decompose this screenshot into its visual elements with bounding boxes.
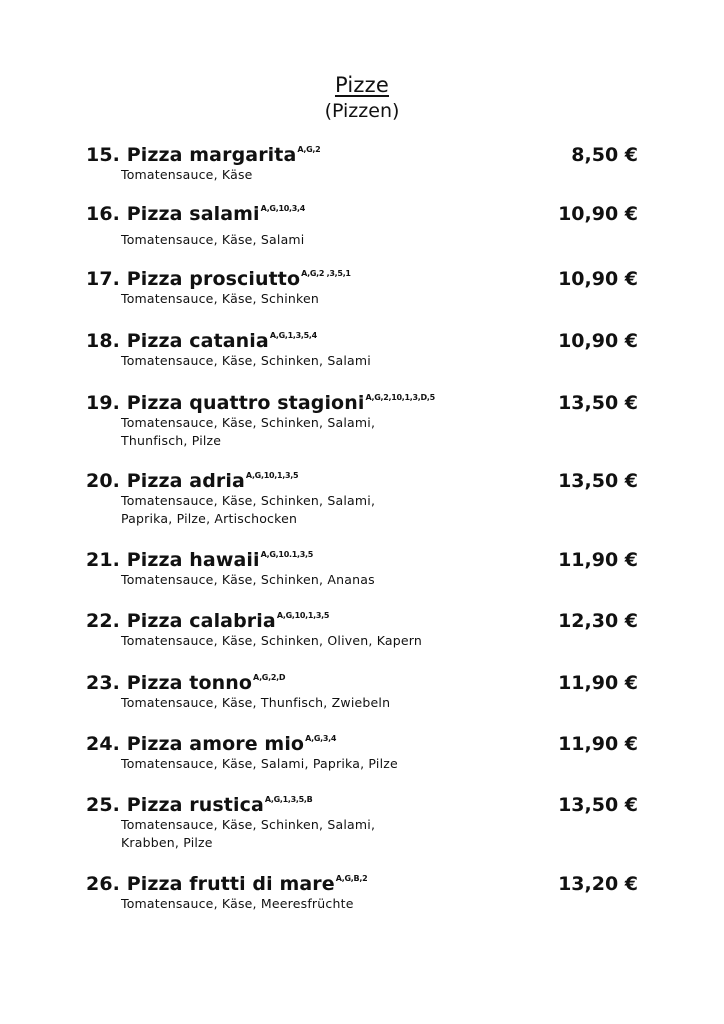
item-allergens: A,G,1,3,5,4	[269, 331, 317, 340]
item-allergens: A,G,2	[297, 145, 321, 154]
item-price: 11,90 €	[558, 672, 638, 694]
menu-item	[86, 141, 638, 184]
item-name: 20. Pizza adria	[86, 470, 245, 492]
item-description: Tomatensauce, Käse, Salami, Paprika, Pilze	[121, 756, 398, 771]
item-name: 21. Pizza hawaii	[86, 549, 260, 571]
item-price: 11,90 €	[558, 733, 638, 755]
menu-item	[86, 327, 638, 370]
item-allergens: A,G,10.1,3,5	[260, 550, 313, 559]
item-allergens: A,G,1,3,5,B	[264, 795, 313, 804]
item-name: 25. Pizza rustica	[86, 794, 264, 816]
item-price: 13,20 €	[558, 873, 638, 895]
item-name: 24. Pizza amore mio	[86, 733, 305, 755]
menu-item	[86, 467, 638, 528]
page-subtitle: (Pizzen)	[324, 100, 400, 122]
item-allergens: A,G,2,10,1,3,D,5	[365, 393, 435, 402]
item-price: 8,50 €	[571, 144, 638, 166]
item-allergens: A,G,10,1,3,5	[276, 611, 330, 620]
item-description: Tomatensauce, Käse, Schinken	[121, 291, 320, 306]
item-description: Tomatensauce, Käse	[121, 167, 253, 182]
item-allergens: A,G,10,1,3,5	[245, 471, 299, 480]
item-allergens: A,G,2,D	[253, 673, 286, 682]
item-name: 18. Pizza catania	[86, 330, 269, 352]
page-title: Pizze	[334, 73, 389, 97]
item-description: Tomatensauce, Käse, Schinken, Salami, Krabben, Pilze	[121, 817, 376, 850]
menu-item	[86, 669, 638, 712]
item-allergens: A,G,B,2	[335, 874, 368, 883]
item-name: 17. Pizza prosciutto	[86, 268, 301, 290]
item-description: Tomatensauce, Käse, Schinken, Oliven, Kapern	[121, 633, 423, 648]
menu-item	[86, 730, 638, 773]
item-price: 10,90 €	[558, 203, 638, 225]
item-price: 12,30 €	[558, 610, 638, 632]
menu-header	[0, 72, 724, 124]
item-description: Tomatensauce, Käse, Schinken, Ananas	[121, 572, 375, 587]
item-price: 10,90 €	[558, 268, 638, 290]
menu-item	[86, 389, 638, 450]
item-name: 26. Pizza frutti di mare	[86, 873, 335, 895]
item-name: 22. Pizza calabria	[86, 610, 276, 632]
item-allergens: A,G,2 ,3,5,1	[301, 269, 351, 278]
item-description: Tomatensauce, Käse, Meeresfrüchte	[121, 896, 354, 911]
item-price: 13,50 €	[558, 794, 638, 816]
item-description: Tomatensauce, Käse, Thunfisch, Zwiebeln	[121, 695, 391, 710]
menu-item	[86, 200, 638, 249]
item-name: 19. Pizza quattro stagioni	[86, 392, 365, 414]
item-name: 16. Pizza salami	[86, 203, 260, 225]
item-allergens: A,G,3,4	[305, 734, 337, 743]
menu-item	[86, 791, 638, 852]
item-description: Tomatensauce, Käse, Salami	[121, 232, 305, 247]
menu-item	[86, 265, 638, 308]
item-name: 15. Pizza margarita	[86, 144, 297, 166]
item-name: 23. Pizza tonno	[86, 672, 253, 694]
item-description: Tomatensauce, Käse, Schinken, Salami, Thunfisch, Pilze	[121, 415, 376, 448]
item-description: Tomatensauce, Käse, Schinken, Salami, Paprika, Pilze, Artischocken	[121, 493, 376, 526]
menu-item	[86, 870, 638, 913]
menu-item	[86, 546, 638, 589]
item-price: 11,90 €	[558, 549, 638, 571]
item-price: 13,50 €	[558, 470, 638, 492]
menu-item	[86, 607, 638, 650]
item-price: 13,50 €	[558, 392, 638, 414]
item-description: Tomatensauce, Käse, Schinken, Salami	[121, 353, 371, 368]
item-price: 10,90 €	[558, 330, 638, 352]
item-allergens: A,G,10,3,4	[260, 204, 305, 213]
